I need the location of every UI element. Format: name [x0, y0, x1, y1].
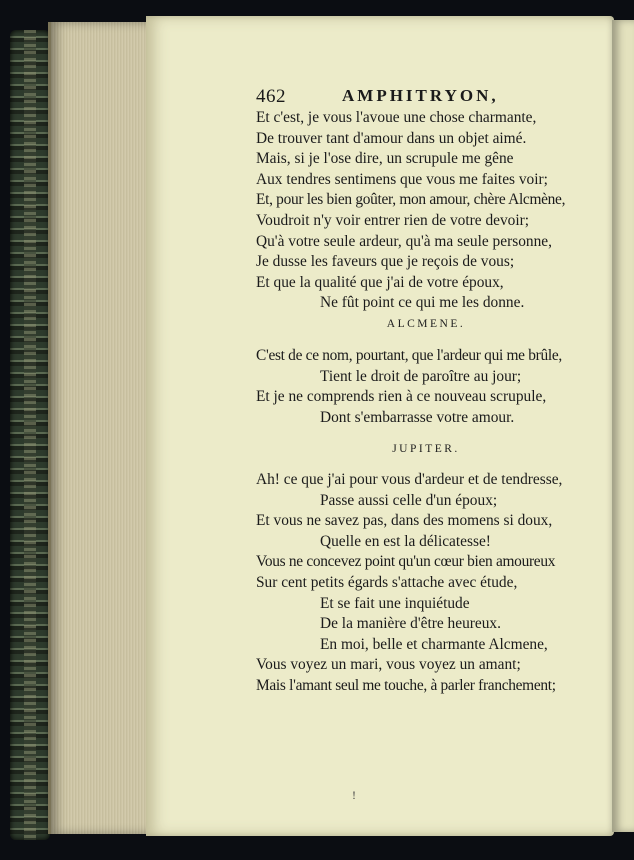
- verse-line: Vous voyez un mari, vous voyez un amant;: [256, 656, 521, 674]
- verse-line: Et que la qualité que j'ai de votre époux,: [256, 273, 504, 291]
- verse-line: En moi, belle et charmante Alcmene,: [320, 635, 548, 653]
- speaker-name: ALCMENE.: [386, 318, 466, 330]
- verse-line: Et c'est, je vous l'avoue une chose charmante,: [256, 109, 537, 126]
- verse-line: Dont s'embarrasse votre amour.: [320, 408, 515, 426]
- verse-line: Mais, si je l'ose dire, un scrupule me gêne: [256, 150, 514, 168]
- verse-line: Aux tendres sentimens que vous me faites voir;: [256, 170, 548, 188]
- verse-line: Je dusse les faveurs que je reçois de vous;: [256, 253, 515, 271]
- verse-line: C'est de ce nom, pourtant, que l'ardeur qui me brûle,: [256, 347, 562, 364]
- verse-line: Qu'à votre seule ardeur, qu'à ma seule personne,: [256, 232, 552, 250]
- verse-line: Vous ne concevez point qu'un cœur bien amoureux: [256, 553, 556, 571]
- printer-mark: !: [352, 788, 356, 802]
- verse-line: Passe aussi celle d'un époux;: [320, 491, 498, 509]
- verse-line: De trouver tant d'amour dans un objet aimé.: [256, 129, 527, 147]
- book-binding: [10, 30, 50, 840]
- verse-line: Quelle en est la délicatesse!: [320, 532, 491, 550]
- verse-line: Ah! ce que j'ai pour vous d'ardeur et de tendresse,: [256, 471, 563, 488]
- verse-line: Sur cent petits égards s'attache avec étude,: [256, 573, 518, 591]
- page-number: 462: [256, 86, 286, 107]
- verse-block-3: [256, 470, 562, 697]
- verse-line: Ne fût point ce qui me les donne.: [320, 294, 525, 312]
- running-title: AMPHITRYON,: [342, 86, 499, 105]
- verse-block-1: [256, 108, 565, 314]
- facing-page-edge: [612, 20, 634, 832]
- page-block-edges: [48, 22, 151, 834]
- verse-line: Tient le droit de paroître au jour;: [320, 367, 522, 385]
- verse-block-2: [256, 346, 562, 428]
- speaker-name: JUPITER.: [392, 443, 460, 455]
- verse-line: Voudroit n'y voir entrer rien de votre devoir;: [256, 211, 530, 229]
- verse-line: Et se fait une inquiétude: [320, 594, 470, 612]
- verse-line: Et, pour les bien goûter, mon amour, chère Alcmène,: [256, 191, 566, 209]
- verse-line: De la manière d'être heureux.: [320, 615, 501, 633]
- verse-line: Mais l'amant seul me touche, à parler franchement;: [256, 676, 556, 694]
- verse-line: Et vous ne savez pas, dans des momens si doux,: [256, 512, 553, 530]
- verse-line: Et je ne comprends rien à ce nouveau scrupule,: [256, 388, 547, 406]
